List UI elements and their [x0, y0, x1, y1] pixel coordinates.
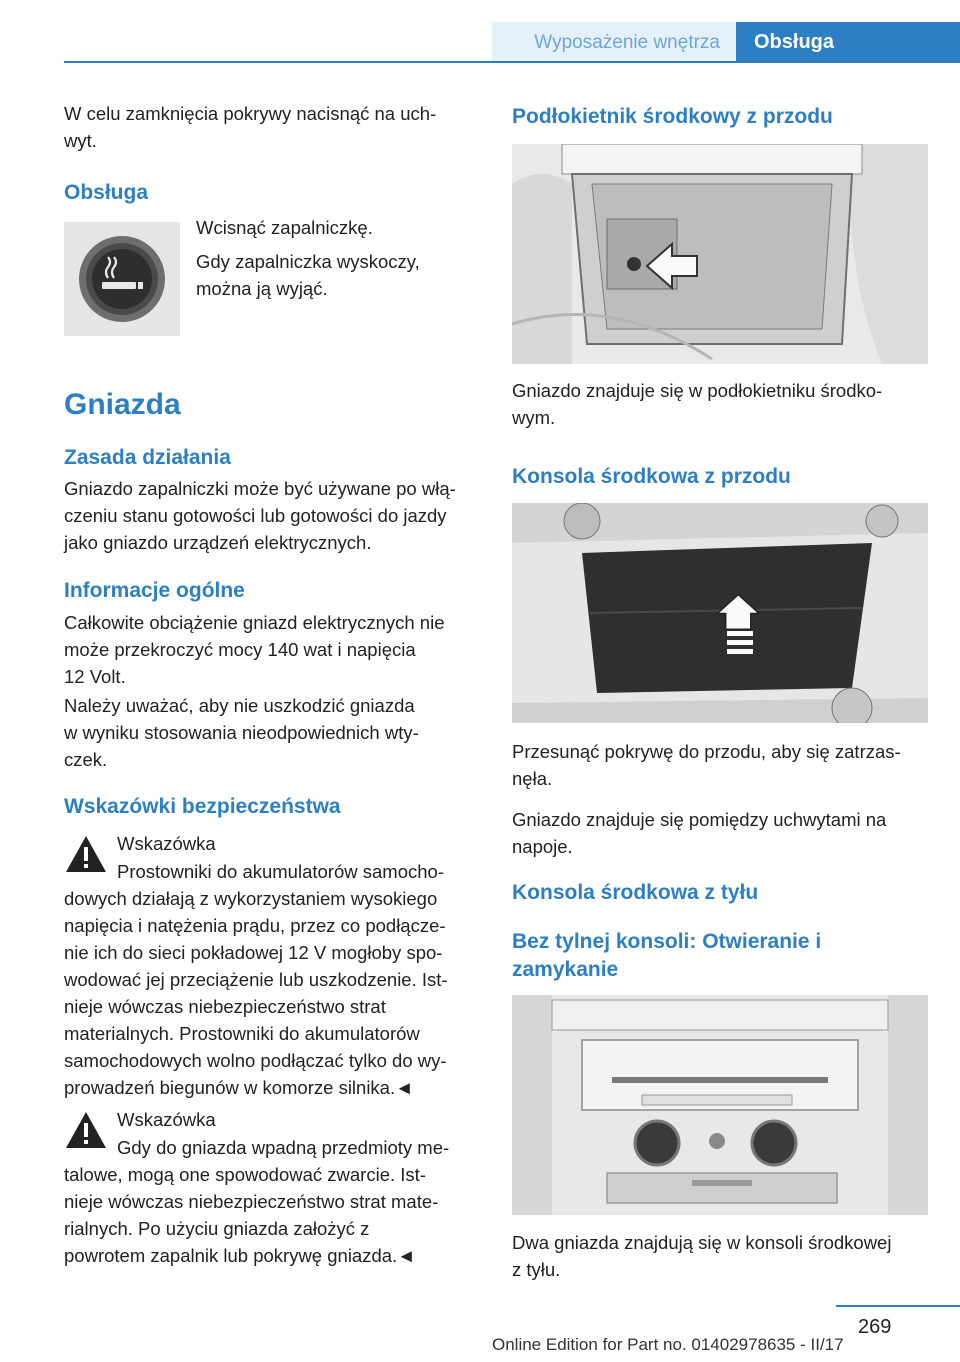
heading-obsluga: Obsługa — [64, 181, 149, 204]
warn1-line7: materialnych. Prostowniki do akumulatorów — [64, 1023, 420, 1044]
heading-gniazda: Gniazda — [64, 388, 181, 421]
heading-bez-line1: Bez tylnej konsoli: Otwieranie i — [512, 930, 822, 953]
header-rule — [64, 61, 960, 63]
warn1-line2: dowych działają z wykorzystaniem wysokiego — [64, 888, 438, 909]
info2-line3: czek. — [64, 749, 108, 770]
obsluga-line3: można ją wyjąć. — [196, 278, 328, 299]
info2-line2: w wyniku stosowania nieodpowiednich wty- — [64, 722, 419, 743]
kp2-line1: Gniazdo znajduje się pomiędzy uchwytami na — [512, 809, 887, 830]
footer-edition: Online Edition for Part no. 01402978635 - II/17 — [492, 1335, 844, 1354]
page-number: 269 — [858, 1316, 892, 1338]
kp1-line1: Przesunąć pokrywę do przodu, aby się zatrzas- — [512, 741, 901, 762]
info1-line3: 12 Volt. — [64, 666, 126, 687]
footer-rule — [836, 1305, 960, 1307]
front-console-image — [512, 503, 928, 723]
info1-line2: może przekroczyć mocy 140 wat i napięcia — [64, 639, 416, 660]
header-chapter-tab — [736, 22, 960, 62]
info1-line1: Całkowite obciążenie gniazd elektrycznych nie — [64, 612, 445, 633]
warning-icon — [64, 834, 108, 874]
header-section-tab — [492, 22, 736, 62]
kt-line1: Dwa gniazda znajdują się w konsoli środkowej — [512, 1232, 892, 1253]
warn1-line6: nieje wówczas niebezpieczeństwo strat — [64, 996, 386, 1017]
armrest-image — [512, 144, 928, 364]
zasada-line1: Gniazdo zapalniczki może być używane po włą- — [64, 478, 456, 499]
header-section-label: Wyposażenie wnętrza — [534, 32, 720, 53]
heading-konsola-tyl: Konsola środkowa z tyłu — [512, 881, 759, 904]
warn2-line2: talowe, mogą one spowodować zwarcie. Ist- — [64, 1164, 426, 1185]
podl-line1: Gniazdo znajduje się w podłokietniku środko- — [512, 380, 883, 401]
kp1-line2: nęła. — [512, 768, 553, 789]
lighter-icon — [64, 222, 180, 336]
warn2-line3: nieje wówczas niebezpieczeństwo strat mate- — [64, 1191, 439, 1212]
warn1-line5: wodować jej przeciążenie lub uszkodzenie. Ist- — [64, 969, 448, 990]
warn1-line9: prowadzeń biegunów w komorze silnika.◄ — [64, 1077, 414, 1098]
heading-konsola-przod: Konsola środkowa z przodu — [512, 465, 791, 488]
lighter-image — [64, 222, 180, 336]
obsluga-line1: Wcisnąć zapalniczkę. — [196, 217, 373, 238]
warn1-line3: napięcia i natężenia prądu, przez co podłącze- — [64, 915, 446, 936]
warn1-line1: Prostowniki do akumulatorów samocho- — [117, 861, 444, 882]
warn2-line4: rialnych. Po użyciu gniazda założyć z — [64, 1218, 370, 1239]
warn2-line1: Gdy do gniazda wpadną przedmioty me- — [117, 1137, 450, 1158]
warn2-line5: powrotem zapalnik lub pokrywę gniazda.◄ — [64, 1245, 416, 1266]
warn1-line4: nie ich do sieci pokładowej 12 V mogłoby spo- — [64, 942, 443, 963]
heading-podlokietnik: Podłokietnik środkowy z przodu — [512, 105, 833, 128]
warn1-line8: samochodowych wolno podłączać tylko do wy- — [64, 1050, 447, 1071]
rear-console-image — [512, 995, 928, 1215]
warning-icon — [64, 1110, 108, 1150]
heading-wskazowki: Wskazówki bezpieczeństwa — [64, 795, 341, 818]
warn1-title: Wskazówka — [117, 833, 216, 854]
header-chapter-label: Obsługa — [754, 31, 835, 53]
heading-info: Informacje ogólne — [64, 579, 245, 602]
warn2-title: Wskazówka — [117, 1109, 216, 1130]
heading-zasada: Zasada działania — [64, 446, 231, 469]
kp2-line2: napoje. — [512, 836, 573, 857]
heading-bez-line2: zamykanie — [512, 958, 619, 981]
front-console-illustration — [512, 503, 928, 723]
zasada-line2: czeniu stanu gotowości lub gotowości do jazdy — [64, 505, 447, 526]
zasada-line3: jako gniazdo urządzeń elektrycznych. — [64, 532, 372, 553]
kt-line2: z tyłu. — [512, 1259, 561, 1280]
info2-line1: Należy uważać, aby nie uszkodzić gniazda — [64, 695, 415, 716]
podl-line2: wym. — [512, 407, 556, 428]
armrest-illustration — [512, 144, 928, 364]
close-cover-text: W celu zamknięcia pokrywy nacisnąć na uch- wyt. — [64, 103, 437, 151]
obsluga-line2: Gdy zapalniczka wyskoczy, — [196, 251, 420, 272]
rear-console-illustration — [512, 995, 928, 1215]
